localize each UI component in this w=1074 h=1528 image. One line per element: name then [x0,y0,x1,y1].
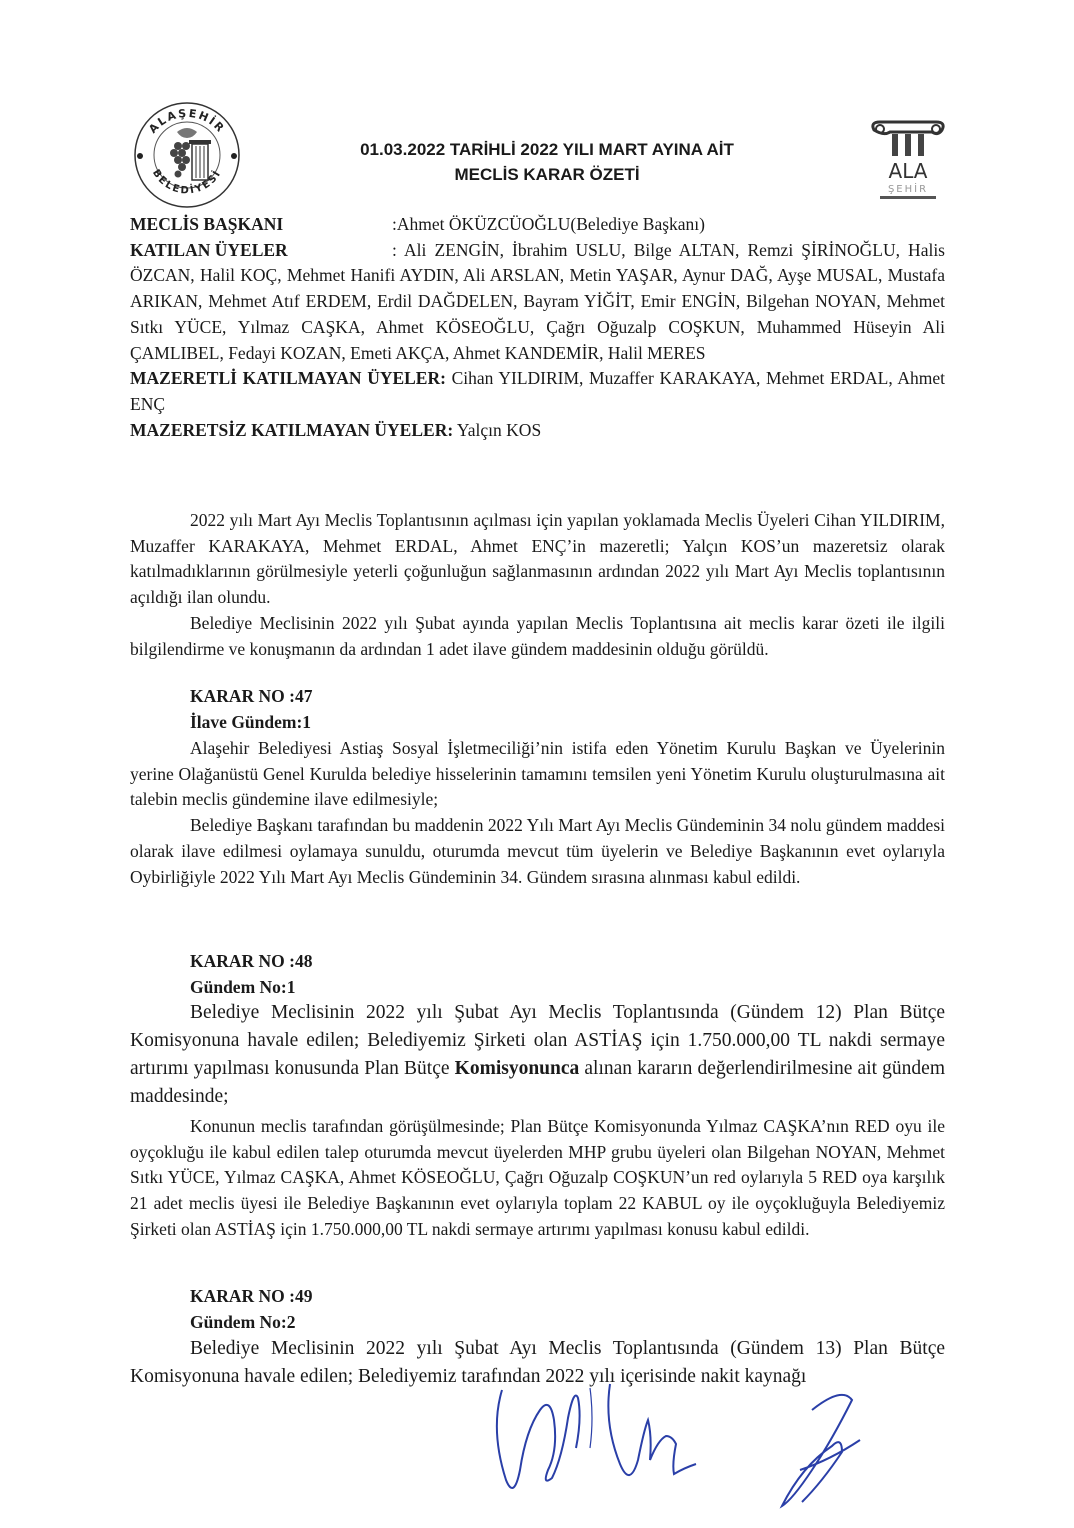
members-value: : Ali ZENGİN, İbrahim USLU, Bilge ALTAN, Remzi ŞİRİNOĞLU, Halis ÖZCAN, Halil KOÇ, Mehmet Hanifi AYDIN, Ali ARSLAN, Metin YAŞAR, Aynur DAĞ, Ayşe MUSAL, Mustafa ARIKAN, Mehmet Atıf ERDEM, Erdil DAĞDELEN, Bayram YİĞİT, Emir ENGİN, Bilgehan NOYAN, Mehmet Sıtkı YÜCE, Yılmaz CAŞKA, Ahmet KÖSEOĞLU, Çağrı Oğuzalp COŞKUN, Muhammed Hüseyin Ali ÇAMLIBEL, Fedayi KOZAN, Emeti AKÇA, Ahmet KANDEMİR, Halil MERES [130,239,945,363]
president-label: MECLİS BAŞKANI [130,214,284,234]
decision-47-item: İlave Gündem:1 [190,712,312,732]
intro-paragraph-2: Belediye Meclisinin 2022 yılı Şubat ayında yapılan Meclis Toplantısına ait meclis karar özeti ile ilgili bilgilendirme ve konuşmanın da ardından 1 adet ilave gündem maddesinin olduğu görüldü. [130,612,945,659]
decision-48-item: Gündem No:1 [190,977,296,997]
svg-text:ALA: ALA [888,159,928,183]
excused-label: MAZERETLİ KATILMAYAN ÜYELER: [130,368,446,389]
decision-48-body [130,999,945,1243]
decision-48-paragraph-1: Belediye Meclisinin 2022 yılı Şubat Ayı Meclis Toplantısında (Gündem 12) Plan Bütçe Komisyonuna havale edilen; Belediyemiz Şirketi olan ASTİAŞ için 1.750.000,00 TL nakdi sermaye artırımı yapılması konusunda Plan Bütçe Komisyonunca alınan kararın değerlendirilmesine ait gündem maddesinde; [130,1002,945,1107]
commission-bold-text: Komisyonunca [454,1058,580,1079]
signature-1 [497,1390,580,1488]
signature-2 [608,1384,696,1475]
president-line [130,212,945,238]
intro-section [130,508,945,662]
members-label: KATILAN ÜYELER [130,239,288,260]
municipality-seal [132,100,242,210]
decision-49-paragraph-1: Belediye Meclisinin 2022 yılı Şubat Ayı Meclis Toplantısında (Gündem 13) Plan Bütçe Komisyonuna havale edilen; Belediyemiz tarafından 2022 yılı içerisinde nakit kaynağı [130,1338,945,1387]
unexcused-value: Yalçın KOS [453,419,542,440]
decision-47-paragraph-1: Alaşehir Belediyesi Astiaş Sosyal İşletmeciliği’nin istifa eden Yönetim Kurulu Başkan ve Üyelerinin yerine Olağanüstü Genel Kurulda belediye hisselerinin tamamını temsilen yeni Yönetim Kurulu oluşturulmasına ait talebin meclis gündemine ilave edilmesiyle; [130,738,945,810]
excused-value: Cihan YILDIRIM, Muzaffer KARAKAYA, Mehmet ERDAL, Ahmet ENÇ [130,368,946,414]
decision-49-number: KARAR NO :49 [190,1286,313,1306]
title-line-2: MECLİS KARAR ÖZETİ [454,165,640,184]
members-line [130,238,945,367]
title-line-1: 01.03.2022 TARİHLİ 2022 YILI MART AYINA AİT [360,140,734,159]
alasehir-logo [868,120,948,202]
svg-text:ŞEHİR: ŞEHİR [887,184,929,195]
signature-3 [782,1395,860,1506]
unexcused-label: MAZERETSİZ KATILMAYAN ÜYELER: [130,419,454,440]
svg-text:ALAŞEHİR: ALAŞEHİR [146,106,228,136]
svg-text:BELEDİYESİ: BELEDİYESİ [150,167,224,197]
signatures [470,1380,890,1520]
decision-47-paragraph-2: Belediye Başkanı tarafından bu maddenin 2022 Yılı Mart Ayı Meclis Gündeminin 34 nolu gündem maddesi olarak ilave edilmesi oylamaya sunuldu, oturumda mevcut tüm üyelerin ve Belediye Başkanının evet oylarıyla Oybirliğiyle 2022 Yılı Mart Ayı Meclis Gündeminin 34. Gündem sırasına alınması kabul edildi. [130,815,945,887]
intro-paragraph-1: 2022 yılı Mart Ayı Meclis Toplantısının açılması için yapılan yoklamada Meclis Üyeleri Cihan YILDIRIM, Muzaffer KARAKAYA, Mehmet ERDAL, Ahmet ENÇ’in mazeretli; Yalçın KOS’un mazeretsiz olarak katılmadıklarının görülmesiyle yeterli çoğunluğun sağlanmasının ardından 2022 yılı Mart Ayı Meclis toplantısının açıldığı ilan olundu. [130,510,945,608]
unexcused-line [130,418,945,444]
decision-47-body [130,736,945,890]
president-value: :Ahmet ÖKÜZCÜOĞLU(Belediye Başkanı) [392,214,705,234]
decision-47-number: KARAR NO :47 [190,686,313,706]
decision-48-paragraph-2: Konunun meclis tarafından görüşülmesinde; Plan Bütçe Komisyonunda Yılmaz CAŞKA’nın RED oyu ile oyçokluğu ile kabul edilen talep oturumda mevcut üyelerden MHP grubu üyeleri olan Bilgehan NOYAN, Mehmet Sıtkı YÜCE, Yılmaz CAŞKA, Ahmet KÖSEOĞLU, Çağrı Oğuzalp COŞKUN’un red oylarıyla 5 RED oya karşılık 21 adet meclis üyesi ile Belediye Başkanının evet oylarıyla toplam 22 KABUL oy ile oyçokluğuyla Belediyemiz Şirketi olan ASTİAŞ için 1.750.000,00 TL nakdi sermaye artırımı yapılması konusu kabul edildi. [130,1116,945,1239]
document-title [247,137,847,187]
decision-49-item: Gündem No:2 [190,1312,296,1332]
attendance-block [130,212,945,443]
excused-line [130,366,945,417]
decision-48-number: KARAR NO :48 [190,951,313,971]
